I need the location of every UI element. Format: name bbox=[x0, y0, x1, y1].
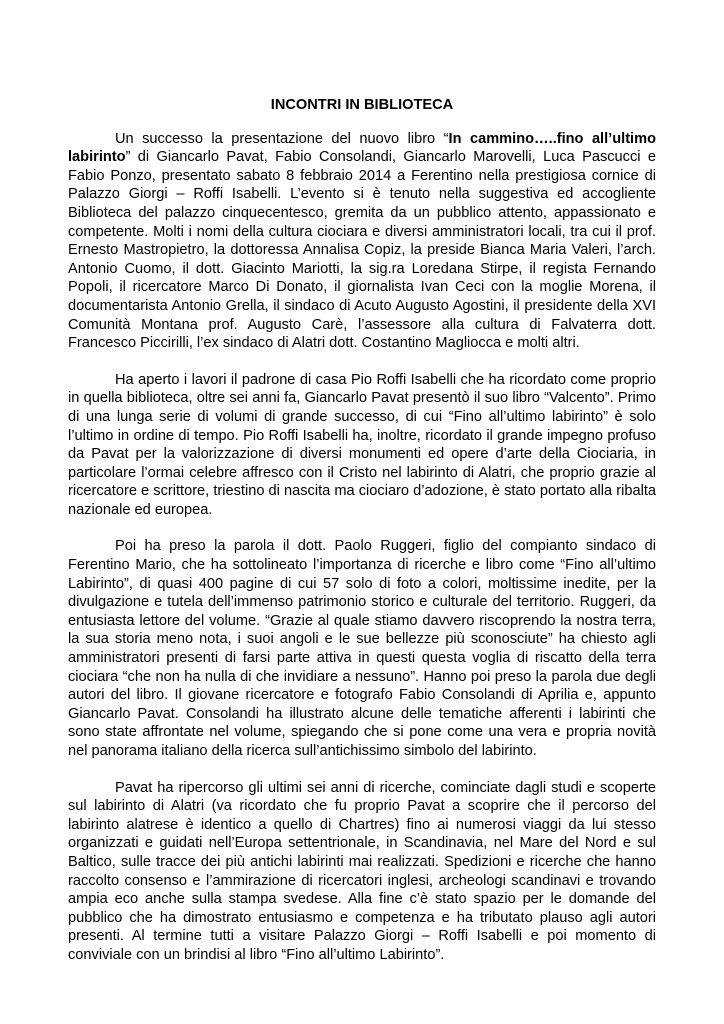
book-title: In cammino…..fino all’ultimo labirinto bbox=[68, 130, 656, 166]
paragraph-4: Pavat ha ripercorso gli ultimi sei anni di ricerche, cominciate dagli studi e scoperte sul labirinto di Alatri (va ricordato che fu proprio Pavat a scoprire che il percorso del labirinto alatrese è identico a quello di Chartres) fino ai numerosi viaggi da lui stesso organizzati e guidati nell’Europa settentrionale, in Scandinavia, nel Mare del Nord e sul Baltico, sulle tracce dei più antichi labirinti mai realizzati. Spedizioni e ricerche che hanno raccolto consenso e l’ammirazione di ricercatori inglesi, archeologi scandinavi e trovando ampia eco anche sulla stampa svedese. Alla fine c’è stato spazio per le domande del pubblico che ha dimostrato entusiasmo e competenza e ha tributato plauso agli autori presenti. Al termine tutti a visitare Palazzo Giorgi – Roffi Isabelli e poi momento di conviviale con un brindisi al libro “Fino all’ultimo Labirinto”. bbox=[68, 779, 656, 963]
document-title: INCONTRI IN BIBLIOTECA bbox=[270, 97, 454, 113]
paragraph-1-body: ” di Giancarlo Pavat, Fabio Consolandi, Giancarlo Marovelli, Luca Pascucci e Fabio Ponzo, presentato sabato 8 febbraio 2014 a Ferentino nella prestigiosa cornice di Palazzo Giorgi – Roffi Isabelli. L’evento si è tenuto nella suggestiva ed accogliente Biblioteca del palazzo cinquecentesco, gremita da un pubblico attento, appassionato e competente. Molti i nomi della cultura ciociara e diversi amministratori locali, tra cui il prof. Ernesto Mastropietro, la dottoressa Annalisa Copiz, la preside Bianca Maria Valeri, l’arch. Antonio Cuomo, il dott. Giacinto Mariotti, la sig.ra Loredana Stirpe, il regista Fernando Popoli, il ricercatore Marco Di Donato, il giornalista Ivan Ceci con la moglie Morena, il documentarista Antonio Grella, il sindaco di Acuto Augusto Agostini, il presidente della XVI Comunità Montana prof. Augusto Carè, l’assessore alla cultura di Falvaterra dott. Francesco Piccirilli, l’ex sindaco di Alatri dott. Costantino Magliocca e molti altri. bbox=[68, 149, 656, 352]
paragraph-1-intro: Un successo la presentazione del nuovo libro “ bbox=[115, 130, 449, 147]
paragraph-2: Ha aperto i lavori il padrone di casa Pio Roffi Isabelli che ha ricordato come proprio in quella biblioteca, oltre sei anni fa, Giancarlo Pavat presentò il suo libro “Valcento”. Primo di una lunga serie di volumi di grande successo, di cui “Fino all’ultimo labirinto” è solo l’ultimo in ordine di tempo. Pio Roffi Isabelli ha, inoltre, ricordato il grande impegno profuso da Pavat per la valorizzazione di diversi monumenti ed opere d’arte della Ciociaria, in particolare l’ormai celebre affresco con il Cristo nel labirinto di Alatri, che proprio grazie al ricercatore e scrittore, triestino di nascita ma ciociaro d’adozione, è stato portato alla ribalta nazionale ed europea. bbox=[68, 371, 656, 518]
document-page bbox=[68, 96, 656, 983]
paragraph-1 bbox=[68, 130, 656, 353]
paragraph-3: Poi ha preso la parola il dott. Paolo Ruggeri, figlio del compianto sindaco di Ferentino Mario, che ha sottolineato l’importanza di ricerche e libro come “Fino all’ultimo Labirinto”, di quasi 400 pagine di cui 57 solo di foto a colori, moltissime inedite, per la divulgazione e tutela dell’immenso patrimonio storico e culturale del territorio. Ruggeri, da entusiasta lettore del volume. “Grazie al quale stiamo davvero riscoprendo la nostra terra, la sua storia meno nota, i suoi angoli e le sue bellezze più sconosciute” ha chiesto agli amministratori presenti di farsi parte attiva in questi questa voglia di riscatto della terra ciociara “che non ha nulla di che invidiare a nessuno”. Hanno poi preso la parola due degli autori del libro. Il giovane ricercatore e fotografo Fabio Consolandi di Aprilia e, appunto Giancarlo Pavat. Consolandi ha illustrato alcune delle tematiche afferenti i labirinti che sono state affrontate nel volume, spiegando che si pone come una vera e propria novità nel panorama italiano della ricerca sull’antichissimo simbolo del labirinto. bbox=[68, 538, 656, 759]
